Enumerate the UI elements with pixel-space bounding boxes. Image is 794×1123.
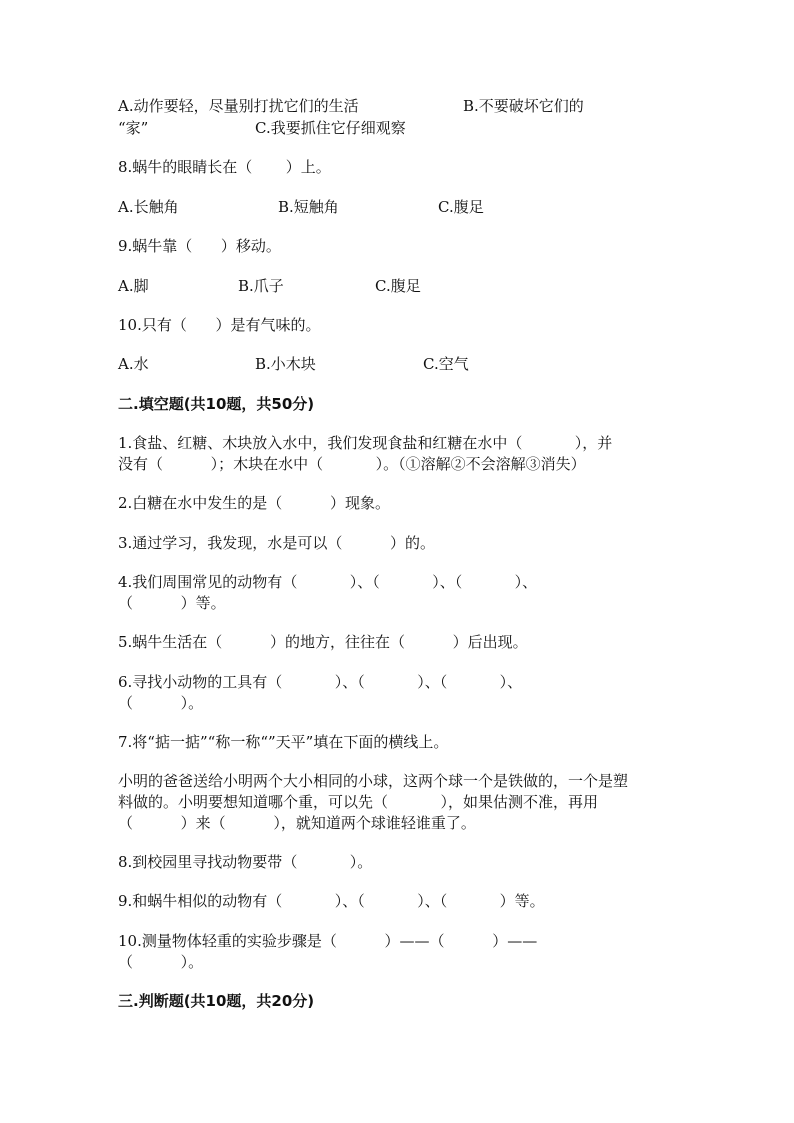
- fill-q6-line-1: 6.寻找小动物的工具有（ ）、（ ）、（ ）、: [118, 673, 523, 691]
- q9-text: 9.蜗牛靠（ ）移动。: [118, 237, 281, 255]
- fill-q7-passage-line-3: （ ）来（ ），就知道两个球谁轻谁重了。: [118, 814, 476, 832]
- fill-q7-passage-line-1: 小明的爸爸送给小明两个大小相同的小球，这两个球一个是铁做的，一个是塑: [118, 772, 629, 790]
- q8-option-c: C.腹足: [438, 198, 484, 216]
- fill-q1-line-1: 1.食盐、红糖、木块放入水中，我们发现食盐和红糖在水中（ ），并: [118, 434, 613, 452]
- fill-q9: 9.和蜗牛相似的动物有（ ）、（ ）、（ ）等。: [118, 892, 545, 910]
- q9-option-b: B.爪子: [238, 277, 284, 295]
- fill-q7-passage-line-2: 料做的。小明要想知道哪个重，可以先（ ），如果估测不准，再用: [118, 793, 598, 811]
- fill-q1-line-2: 没有（ ）；木块在水中（ ）。（①溶解②不会溶解③消失）: [118, 455, 586, 473]
- q10-option-b: B.小木块: [255, 355, 316, 373]
- q8-option-b: B.短触角: [278, 198, 339, 216]
- q10-text: 10.只有（ ）是有气味的。: [118, 316, 321, 334]
- q8-option-a: A.长触角: [118, 198, 179, 216]
- q7-option-b-continued: “家”: [118, 119, 149, 137]
- q9-option-c: C.腹足: [375, 277, 421, 295]
- q7-option-c: C.我要抓住它仔细观察: [255, 119, 406, 137]
- section-3-heading: 三.判断题(共10题，共20分): [118, 992, 315, 1010]
- fill-q3: 3.通过学习，我发现，水是可以（ ）的。: [118, 534, 435, 552]
- fill-q4-line-2: （ ）等。: [118, 594, 226, 612]
- q10-option-a: A.水: [118, 355, 149, 373]
- q8-text: 8.蜗牛的眼睛长在（ ）上。: [118, 158, 331, 176]
- q9-option-a: A.脚: [118, 277, 149, 295]
- section-2-heading: 二.填空题(共10题，共50分): [118, 395, 315, 413]
- fill-q10-line-2: （ ）。: [118, 953, 204, 971]
- fill-q2: 2.白糖在水中发生的是（ ）现象。: [118, 494, 390, 512]
- q10-option-c: C.空气: [423, 355, 469, 373]
- q7-option-b: B.不要破坏它们的: [463, 97, 584, 115]
- fill-q6-line-2: （ ）。: [118, 694, 204, 712]
- fill-q10-line-1: 10.测量物体轻重的实验步骤是（ ）——（ ）——: [118, 932, 538, 950]
- fill-q4-line-1: 4.我们周围常见的动物有（ ）、（ ）、（ ）、: [118, 573, 538, 591]
- fill-q8: 8.到校园里寻找动物要带（ ）。: [118, 853, 373, 871]
- fill-q5: 5.蜗牛生活在（ ）的地方，往往在（ ）后出现。: [118, 633, 528, 651]
- fill-q7: 7.将“掂一掂”“称一称“”天平”填在下面的横线上。: [118, 733, 449, 751]
- q7-option-a: A.动作要轻，尽量别打扰它们的生活: [118, 97, 359, 115]
